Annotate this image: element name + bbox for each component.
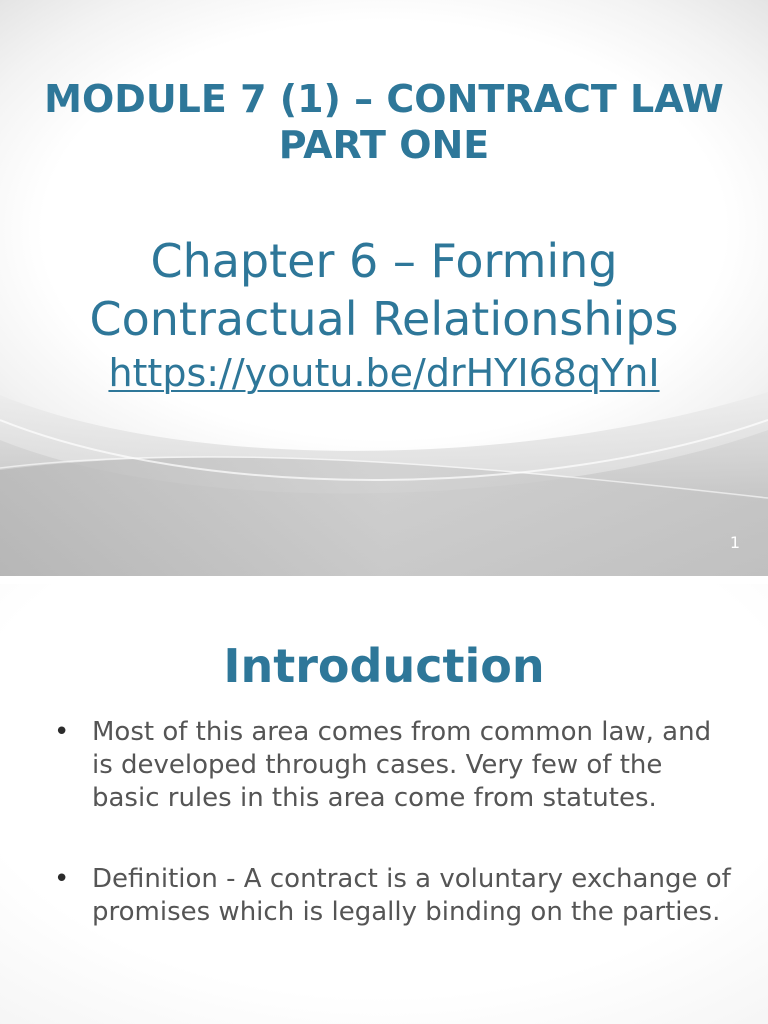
slide-number: 1 [729, 533, 740, 552]
bullet-dot-icon: • [54, 864, 70, 894]
slide-title: MODULE 7 (1) – CONTRACT LAW PART ONE [44, 77, 724, 167]
slide-divider [0, 576, 768, 584]
bullet-dot-icon: • [54, 717, 70, 747]
youtube-link[interactable]: https://youtu.be/drHYI68qYnI [108, 351, 660, 395]
slide-subtitle: Chapter 6 – Forming Contractual Relationships [89, 234, 679, 346]
slide-heading: Introduction [223, 639, 545, 693]
list-item [48, 863, 738, 929]
list-item [48, 716, 738, 815]
introduction-slide [0, 584, 768, 1024]
bullet-text: Most of this area comes from common law, and is developed through cases. Very few of the basic rules in this area come from statutes. [92, 717, 712, 813]
bullet-text: Definition - A contract is a voluntary exchange of promises which is legally binding on the parties. [92, 864, 731, 927]
bullet-list [48, 716, 738, 929]
